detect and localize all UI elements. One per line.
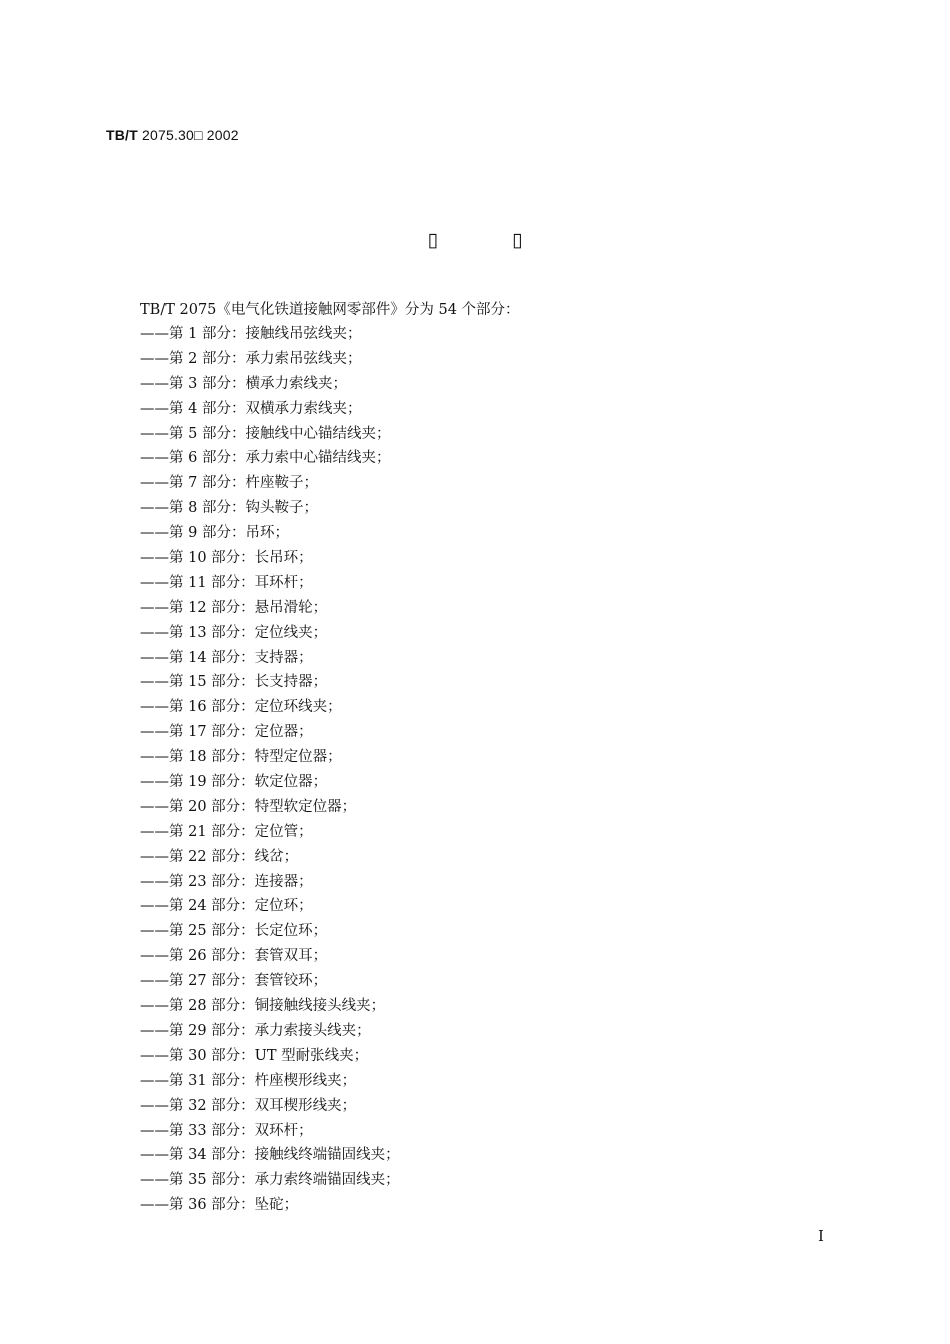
- list-item: ——第 36 部分：坠砣；: [140, 1197, 299, 1214]
- list-item: ——第 16 部分：定位环线夹；: [140, 699, 342, 716]
- parts-list: [140, 322, 400, 1218]
- list-item: ——第 2 部分：承力索吊弦线夹；: [140, 350, 362, 367]
- list-item: ——第 12 部分：悬吊滑轮；: [140, 599, 328, 616]
- list-item: ——第 11 部分：耳环杆；: [140, 574, 313, 591]
- list-item: ——第 28 部分：铜接触线接头线夹；: [140, 998, 386, 1015]
- list-item: ——第 15 部分：长支持器；: [140, 674, 328, 691]
- list-item: ——第 6 部分：承力索中心锚结线夹；: [140, 450, 391, 467]
- page-title: [0, 229, 950, 251]
- list-item: ——第 4 部分：双横承力索线夹；: [140, 400, 362, 417]
- title-char-1: ▯: [427, 229, 438, 251]
- list-item: ——第 8 部分：钩头鞍子；: [140, 500, 318, 517]
- list-item: ——第 7 部分：杵座鞍子；: [140, 475, 318, 492]
- list-item: ——第 13 部分：定位线夹；: [140, 624, 328, 641]
- list-item: ——第 19 部分：软定位器；: [140, 774, 328, 791]
- list-item: ——第 5 部分：接触线中心锚结线夹；: [140, 425, 391, 442]
- standard-code-prefix: TB/T: [106, 127, 138, 143]
- list-item: ——第 23 部分：连接器；: [140, 873, 313, 890]
- list-item: ——第 3 部分：横承力索线夹；: [140, 375, 347, 392]
- document-header: [106, 127, 239, 143]
- list-item: ——第 31 部分：杵座楔形线夹；: [140, 1072, 357, 1089]
- list-item: ——第 14 部分：支持器；: [140, 649, 313, 666]
- list-item: ——第 1 部分：接触线吊弦线夹；: [140, 326, 362, 342]
- intro-paragraph: TB/T 2075《电气化铁道接触网零部件》分为 54 个部分：: [140, 302, 520, 318]
- list-item: ——第 29 部分：承力索接头线夹；: [140, 1022, 371, 1039]
- list-item: ——第 26 部分：套管双耳；: [140, 948, 328, 965]
- list-item: ——第 34 部分：接触线终端锚固线夹；: [140, 1147, 400, 1164]
- title-char-2: ▯: [512, 229, 523, 251]
- standard-code-number: 2075.30□ 2002: [142, 127, 239, 143]
- list-item: ——第 10 部分：长吊环；: [140, 550, 313, 567]
- list-item: ——第 9 部分：吊环；: [140, 525, 289, 542]
- list-item: ——第 24 部分：定位环；: [140, 898, 313, 915]
- list-item: ——第 22 部分：线岔；: [140, 848, 299, 865]
- list-item: ——第 35 部分：承力索终端锚固线夹；: [140, 1172, 400, 1189]
- list-item: ——第 21 部分：定位管；: [140, 823, 313, 840]
- list-item: ——第 20 部分：特型软定位器；: [140, 798, 357, 815]
- list-item: ——第 25 部分：长定位环；: [140, 923, 328, 940]
- list-item: ——第 33 部分：双环杆；: [140, 1122, 313, 1139]
- list-item: ——第 27 部分：套管铰环；: [140, 973, 328, 990]
- list-item: ——第 32 部分：双耳楔形线夹；: [140, 1097, 357, 1114]
- list-item: ——第 30 部分：UT 型耐张线夹；: [140, 1047, 369, 1064]
- page-number: I: [818, 1227, 824, 1245]
- list-item: ——第 18 部分：特型定位器；: [140, 749, 342, 766]
- list-item: ——第 17 部分：定位器；: [140, 724, 313, 741]
